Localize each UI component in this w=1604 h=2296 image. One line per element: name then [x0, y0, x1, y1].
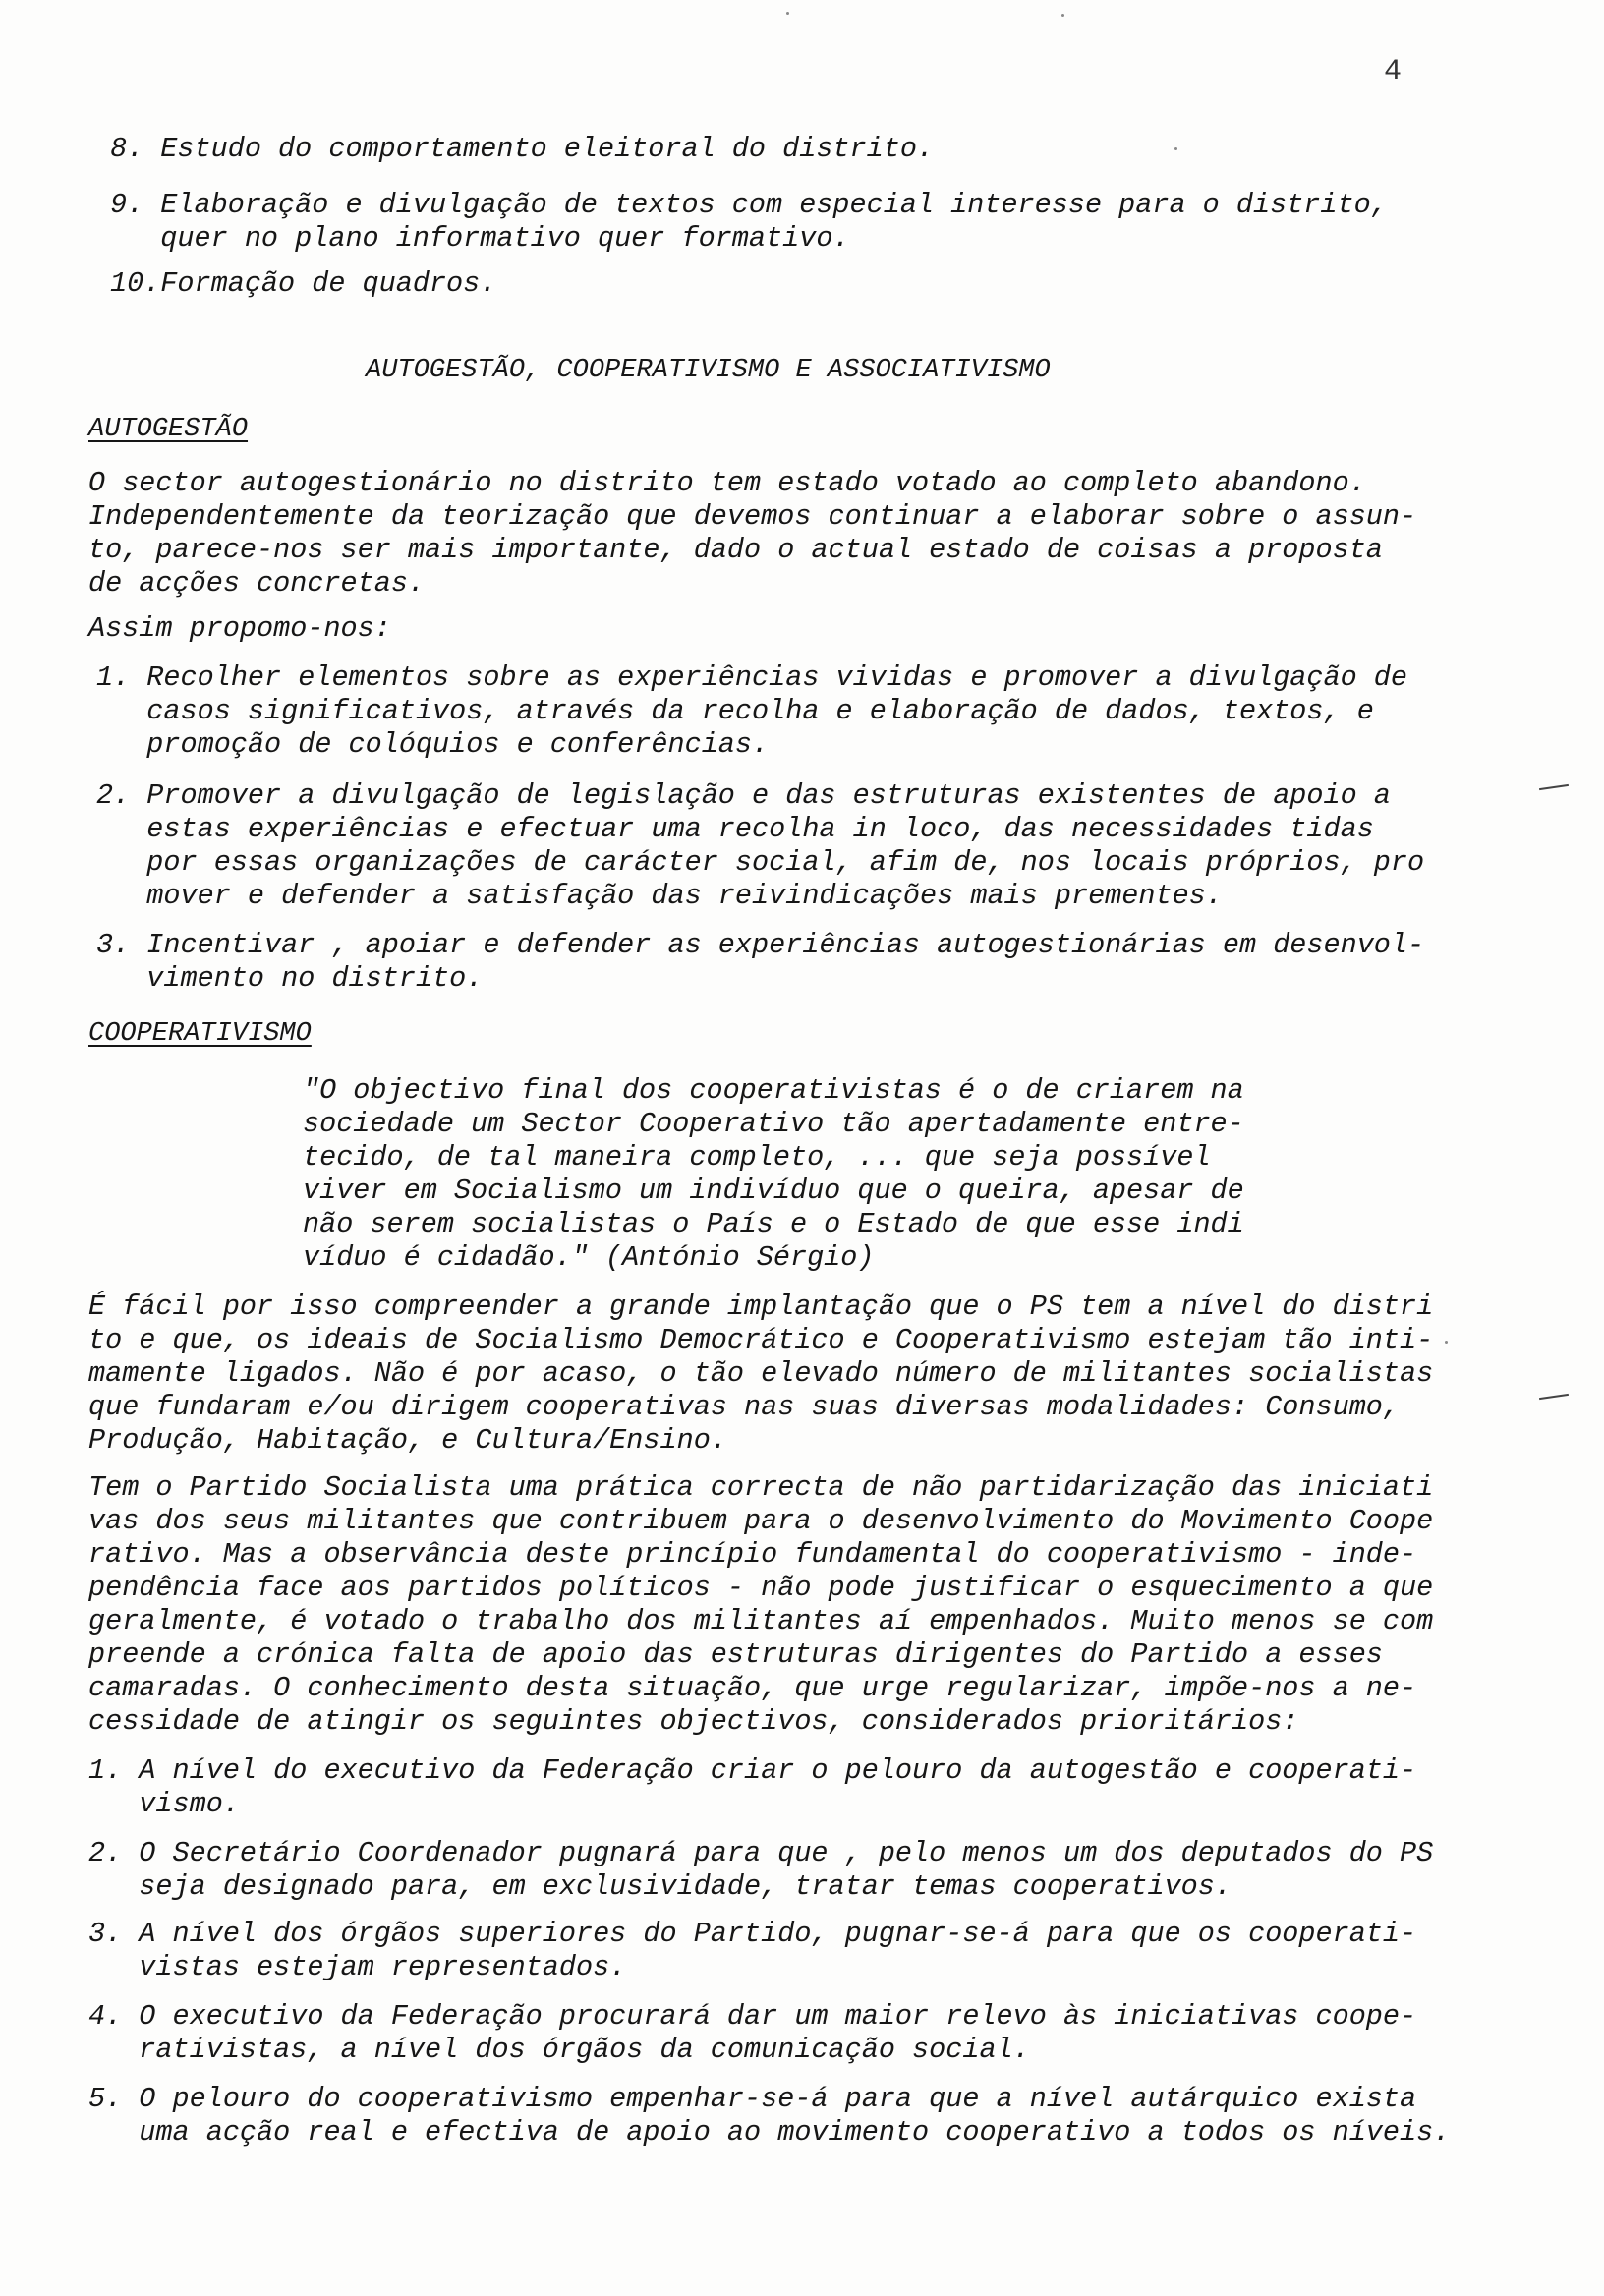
- text-line: Independentemente da teorização que devemos continuar a elaborar sobre o assun-: [88, 500, 1417, 533]
- text-line: rativistas, a nível dos órgãos da comunicação social.: [88, 2034, 1030, 2066]
- text-line: 3. Incentivar , apoiar e defender as experiências autogestionárias em desenvol-: [96, 929, 1425, 961]
- autogestao-heading: AUTOGESTÃO: [88, 415, 249, 444]
- cooperativismo-heading: COOPERATIVISMO: [88, 1019, 312, 1049]
- text-line: mamente ligados. Não é por acaso, o tão elevado número de militantes socialistas: [88, 1357, 1434, 1390]
- speck: [1174, 147, 1177, 150]
- quote-line: tecido, de tal maneira completo, ... que seja possível: [303, 1141, 1211, 1174]
- text-line: promoção de colóquios e conferências.: [96, 728, 770, 761]
- text-line: 4. O executivo da Federação procurará dar um maior relevo às iniciativas coope-: [88, 2000, 1417, 2033]
- speck: [1061, 14, 1064, 17]
- text-line: rativo. Mas a observância deste princípio fundamental do cooperativismo - inde-: [88, 1538, 1417, 1571]
- text-line: por essas organizações de carácter social, afim de, nos locais próprios, pro: [96, 846, 1425, 879]
- text-line: to, parece-nos ser mais importante, dado o actual estado de coisas a proposta: [88, 534, 1383, 566]
- text-line: vistas estejam representados.: [88, 1951, 627, 1983]
- text-line: que fundaram e/ou dirigem cooperativas nas suas diversas modalidades: Consumo,: [88, 1391, 1401, 1423]
- text-line: vimento no distrito.: [96, 962, 484, 995]
- quote-line: víduo é cidadão." (António Sérgio): [303, 1241, 875, 1274]
- quote-line: sociedade um Sector Cooperativo tão apertadamente entre-: [303, 1108, 1244, 1140]
- text-line: estas experiências e efectuar uma recolha in loco, das necessidades tidas: [96, 813, 1374, 845]
- quote-line: viver em Socialismo um indivíduo que o queira, apesar de: [303, 1175, 1244, 1207]
- text-line: de acções concretas.: [88, 567, 426, 600]
- text-line: Tem o Partido Socialista uma prática correcta de não partidarização das iniciati: [88, 1471, 1434, 1504]
- text-line: casos significativos, através da recolha e elaboração de dados, textos, e: [96, 695, 1374, 727]
- text-line: Produção, Habitação, e Cultura/Ensino.: [88, 1424, 727, 1457]
- text-line: geralmente, é votado o trabalho dos militantes aí empenhados. Muito menos se com: [88, 1605, 1434, 1637]
- text-line: 5. O pelouro do cooperativismo empenhar-se-á para que a nível autárquico exista: [88, 2083, 1417, 2115]
- text-line: vismo.: [88, 1788, 240, 1820]
- page-number: 4: [1383, 55, 1402, 88]
- text-line: seja designado para, em exclusividade, tratar temas cooperativos.: [88, 1870, 1232, 1903]
- text-line: mover e defender a satisfação das reivindicações mais prementes.: [96, 880, 1223, 912]
- text-line: pendência face aos partidos políticos - não pode justificar o esquecimento a que: [88, 1572, 1434, 1604]
- quote-line: "O objectivo final dos cooperativistas é o de criarem na: [303, 1074, 1244, 1107]
- autogestao-lead: Assim propomo-nos:: [88, 612, 391, 645]
- text-line: 1. A nível do executivo da Federação criar o pelouro da autogestão e cooperati-: [88, 1754, 1417, 1787]
- text-line: quer no plano informativo quer formativo.: [110, 222, 850, 255]
- text-line: preende a crónica falta de apoio das estruturas dirigentes do Partido a esses: [88, 1638, 1383, 1671]
- text-line: O sector autogestionário no distrito tem estado votado ao completo abandono.: [88, 467, 1366, 499]
- text-line: 2. Promover a divulgação de legislação e das estruturas existentes de apoio a: [96, 779, 1391, 812]
- text-line: 1. Recolher elementos sobre as experiências vividas e promover a divulgação de: [96, 661, 1408, 694]
- text-line: camaradas. O conhecimento desta situação, que urge regularizar, impõe-nos a ne-: [88, 1672, 1417, 1704]
- text-line: 9. Elaboração e divulgação de textos com especial interesse para o distrito,: [110, 189, 1388, 221]
- text-line: 10.Formação de quadros.: [110, 267, 497, 300]
- text-line: 8. Estudo do comportamento eleitoral do distrito.: [110, 133, 935, 165]
- text-line: vas dos seus militantes que contribuem para o desenvolvimento do Movimento Coope: [88, 1505, 1434, 1537]
- speck: [1445, 1341, 1448, 1344]
- text-line: É fácil por isso compreender a grande implantação que o PS tem a nível do distri: [88, 1291, 1434, 1323]
- text-line: 2. O Secretário Coordenador pugnará para que , pelo menos um dos deputados do PS: [88, 1837, 1434, 1869]
- quote-line: não serem socialistas o País e o Estado de que esse indi: [303, 1208, 1244, 1240]
- text-line: to e que, os ideais de Socialismo Democrático e Cooperativismo estejam tão inti-: [88, 1324, 1434, 1356]
- text-line: 3. A nível dos órgãos superiores do Partido, pugnar-se-á para que os cooperati-: [88, 1918, 1417, 1950]
- margin-mark: [1539, 1394, 1569, 1400]
- speck: [786, 12, 789, 15]
- text-line: uma acção real e efectiva de apoio ao movimento cooperativo a todos os níveis.: [88, 2116, 1451, 2149]
- text-line: cessidade de atingir os seguintes objectivos, considerados prioritários:: [88, 1705, 1299, 1738]
- margin-mark: [1539, 784, 1569, 790]
- section-title: AUTOGESTÃO, COOPERATIVISMO E ASSOCIATIVISMO: [366, 356, 1051, 385]
